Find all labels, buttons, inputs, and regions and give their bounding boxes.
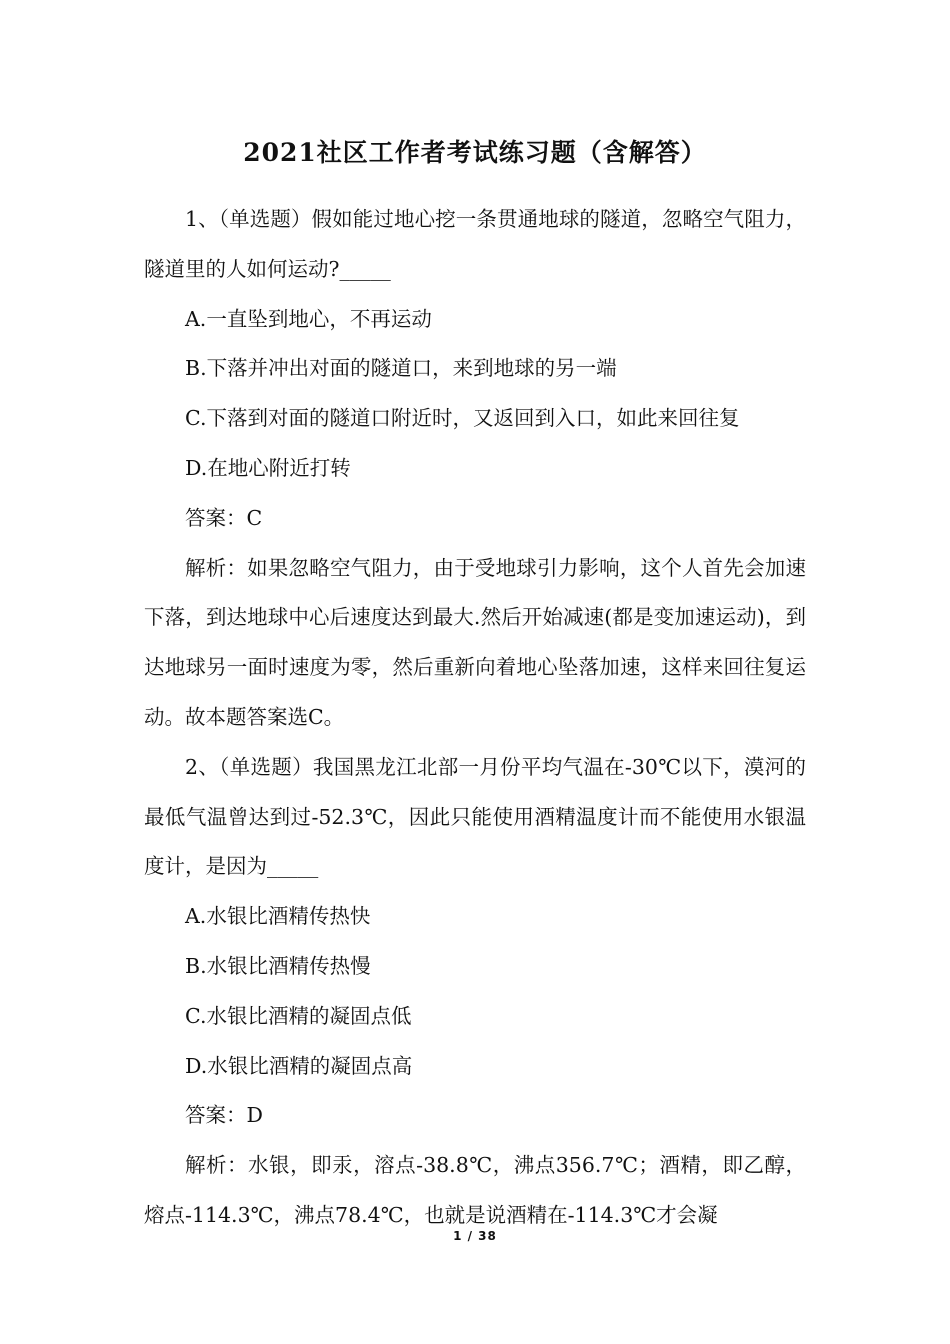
question-1-option-b: B.下落并冲出对面的隧道口，来到地球的另一端 bbox=[185, 356, 617, 381]
question-2-answer: 答案：D bbox=[185, 1103, 263, 1128]
question-1-option-c: C.下落到对面的隧道口附近时，又返回到入口，如此来回往复 bbox=[185, 406, 740, 431]
document-body bbox=[144, 195, 806, 1241]
question-1-explanation: 解析：如果忽略空气阻力，由于受地球引力影响，这个人首先会加速下落，到达地球中心后速度达到最大.然后开始减速(都是变加速运动)，到达地球另一面时速度为零，然后重新向着地心坠落加速，这样来回往复运动。故本题答案选C。 bbox=[144, 555, 806, 729]
question-2-stem: 2、（单选题）我国黑龙江北部一月份平均气温在-30℃以下，漠河的最低气温曾达到过-52.3℃，因此只能使用酒精温度计而不能使用水银温度计，是因为_____ bbox=[144, 754, 806, 879]
document-title: 2021社区工作者考试练习题（含解答） bbox=[243, 138, 707, 167]
question-1-option-d: D.在地心附近打转 bbox=[185, 455, 351, 480]
question-2-option-b: B.水银比酒精传热慢 bbox=[185, 953, 371, 978]
question-2-option-c: C.水银比酒精的凝固点低 bbox=[185, 1003, 412, 1028]
question-1-option-a: A.一直坠到地心，不再运动 bbox=[185, 306, 432, 331]
question-1-stem: 1、（单选题）假如能过地心挖一条贯通地球的隧道，忽略空气阻力，隧道里的人如何运动?_____ bbox=[144, 207, 806, 281]
page-number: 1 / 38 bbox=[453, 1229, 497, 1243]
question-2-option-d: D.水银比酒精的凝固点高 bbox=[185, 1053, 413, 1078]
question-2-option-a: A.水银比酒精传热快 bbox=[185, 904, 371, 929]
question-1-answer: 答案：C bbox=[185, 505, 263, 530]
question-2-explanation: 解析：水银，即汞，溶点-38.8℃，沸点356.7℃；酒精，即乙醇，熔点-114.3℃，沸点78.4℃，也就是说酒精在-114.3℃才会凝 bbox=[144, 1153, 806, 1227]
